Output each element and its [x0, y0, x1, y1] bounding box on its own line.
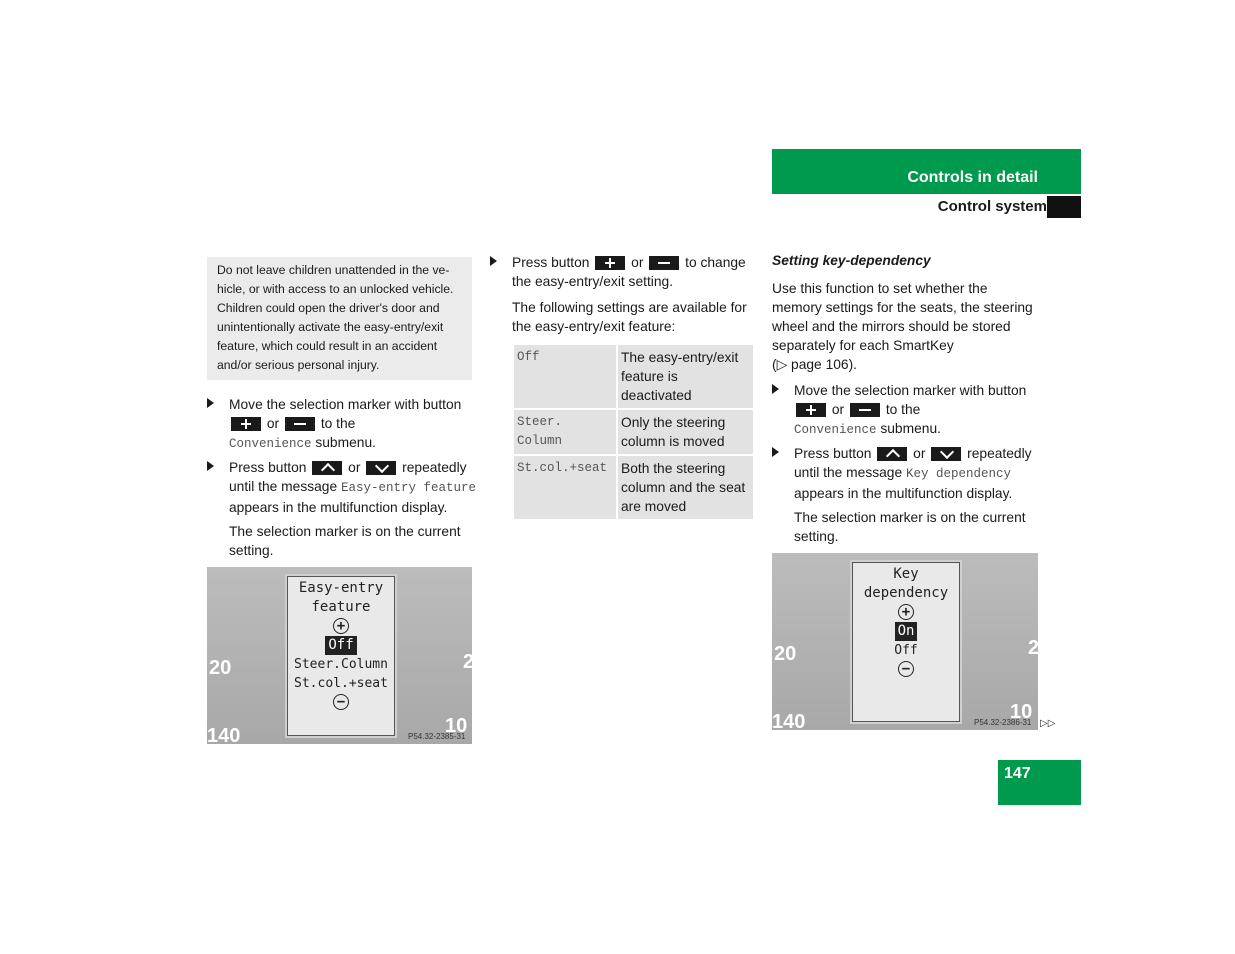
warning-box: Do not leave children unattended in the ve-hicle, or with access to an unlocked vehicle. Children could open the driver's door and unintentionally activate the easy-entry/exit feature, which could result in an accident and/or serious personal injury.: [207, 257, 472, 380]
up-button-icon: [312, 461, 342, 475]
subsection-title: Control system: [937, 198, 1047, 215]
minus-button-icon: [285, 417, 315, 431]
page-number: 147: [1004, 765, 1031, 782]
bullet-arrow-icon: [207, 461, 214, 471]
col3-intro: Use this function to set whether the memory settings for the seats, the steering wheel and the mirrors should be stored separately for each SmartKey (▷ page 106).: [772, 281, 1033, 372]
bullet-arrow-icon: [772, 447, 779, 457]
bullet-arrow-icon: [207, 398, 214, 408]
plus-circle-icon: +: [898, 604, 914, 620]
display-screen: Easy-entry feature + Off Steer.Column St.col.+seat −: [287, 576, 395, 736]
minus-button-icon: [649, 256, 679, 270]
header-marker: [1047, 196, 1081, 218]
multifunction-display-key-dependency: 20 140 2 10 Key dependency + On Off − P54.32-2386-31: [772, 553, 1038, 730]
plus-button-icon: [796, 403, 826, 417]
continue-arrows-icon: ▷▷: [1040, 718, 1056, 729]
up-button-icon: [877, 447, 907, 461]
settings-table: [512, 343, 755, 521]
page-number-box: [998, 760, 1081, 805]
table-row: Off The easy-entry/exit feature is deactivated: [513, 344, 754, 409]
table-row: Steer. Column Only the steering column is moved: [513, 409, 754, 455]
figure-code: P54.32-2386-31: [974, 718, 1032, 727]
figure-code: P54.32-2385-31: [408, 732, 466, 741]
bullet-arrow-icon: [490, 256, 497, 266]
down-button-icon: [366, 461, 396, 475]
minus-circle-icon: −: [898, 661, 914, 677]
col2-intro: The following settings are available for the easy-entry/exit feature:: [512, 300, 747, 334]
plus-button-icon: [231, 417, 261, 431]
minus-button-icon: [850, 403, 880, 417]
section-header: [772, 149, 1081, 194]
section-heading: Setting key-dependency: [772, 253, 931, 268]
selected-option: On: [895, 622, 918, 641]
plus-button-icon: [595, 256, 625, 270]
col3-note: The selection marker is on the current setting.: [794, 510, 1026, 544]
multifunction-display-easy-entry: 20 140 2 10 Easy-entry feature + Off Steer.Column St.col.+seat − P54.32-2385-31: [207, 567, 472, 744]
down-button-icon: [931, 447, 961, 461]
minus-circle-icon: −: [333, 694, 349, 710]
display-screen: Key dependency + On Off −: [852, 562, 960, 722]
col1-note: The selection marker is on the current setting.: [229, 524, 461, 558]
plus-circle-icon: +: [333, 618, 349, 634]
table-row: St.col.+seat Both the steering column and the seat are moved: [513, 455, 754, 520]
section-title: Controls in detail: [907, 169, 1038, 186]
selected-option: Off: [325, 636, 356, 655]
bullet-arrow-icon: [772, 384, 779, 394]
